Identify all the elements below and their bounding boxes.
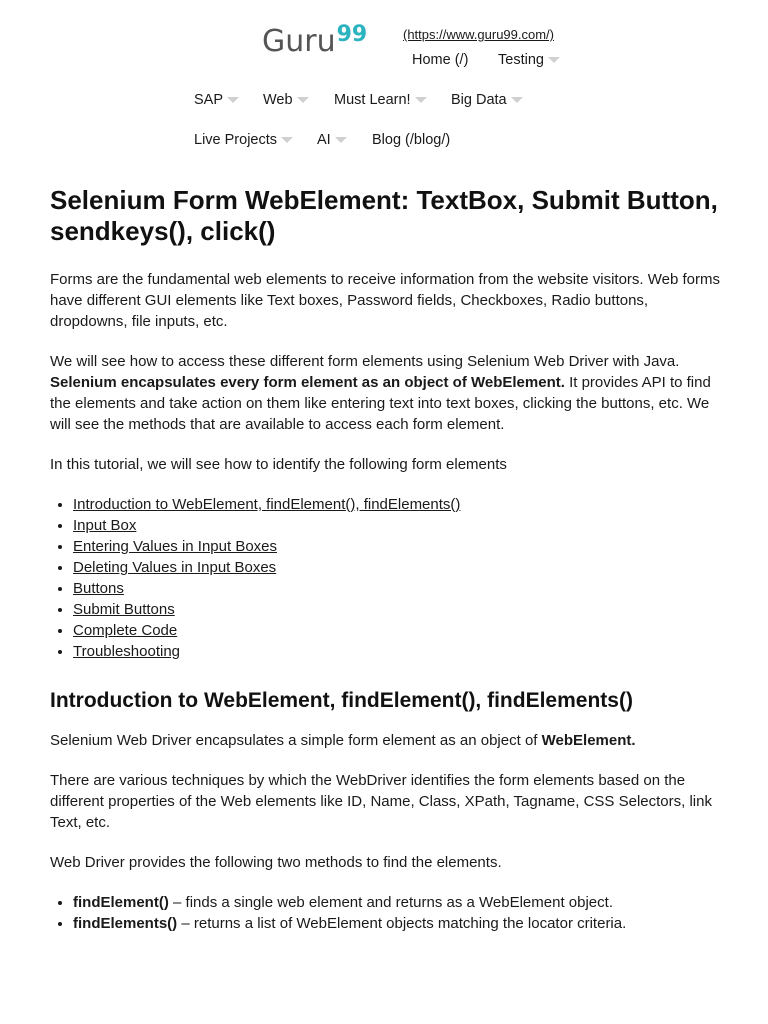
nav-item-web[interactable] <box>263 92 309 108</box>
toc-link[interactable]: Buttons <box>73 580 124 597</box>
methods-list <box>50 892 720 934</box>
nav-label: Testing <box>498 52 544 68</box>
page-title: Selenium Form WebElement: TextBox, Submit Button, sendkeys(), click() <box>50 185 718 246</box>
chevron-down-icon <box>511 97 523 103</box>
toc-link[interactable]: Troubleshooting <box>73 643 181 660</box>
nav-label: Big Data <box>451 92 507 108</box>
toc-item <box>73 494 720 515</box>
toc-link[interactable]: Submit Buttons <box>73 601 175 618</box>
nav-label: Live Projects <box>194 132 278 148</box>
toc-link[interactable]: Input Box <box>73 517 137 534</box>
nav-label: SAP <box>194 92 224 108</box>
table-of-contents <box>50 494 720 662</box>
intro-paragraph-1: Forms are the fundamental web elements to receive information from the website visitors. Web forms have different GUI elements like Text boxes, Password fields, Checkboxes, Radio buttons, dropdowns, file inputs, etc. <box>50 271 720 330</box>
method-name: findElement() <box>73 894 169 911</box>
intro-paragraph-3: In this tutorial, we will see how to identify the following form elements <box>50 456 507 473</box>
text-span: Selenium Web Driver encapsulates a simple form element as an object of <box>50 732 542 749</box>
toc-item <box>73 641 720 662</box>
guru99-logo[interactable] <box>262 24 367 59</box>
toc-item <box>73 578 720 599</box>
method-name: findElements() <box>73 915 178 932</box>
nav-label: AI <box>317 132 331 148</box>
section-paragraph-3: Web Driver provides the following two methods to find the elements. <box>50 854 502 871</box>
chevron-down-icon <box>281 137 293 143</box>
toc-link[interactable]: Complete Code <box>73 622 178 639</box>
toc-item <box>73 620 720 641</box>
section-heading: Introduction to WebElement, findElement(), findElements() <box>50 689 633 712</box>
nav-item-home[interactable] <box>412 52 468 68</box>
chevron-down-icon <box>548 57 560 63</box>
toc-link[interactable]: Introduction to WebElement, findElement(), findElements() <box>73 496 461 513</box>
chevron-down-icon <box>335 137 347 143</box>
nav-item-ai[interactable] <box>317 132 347 148</box>
nav-item-blog[interactable] <box>372 132 450 148</box>
toc-link[interactable]: Deleting Values in Input Boxes <box>73 559 277 576</box>
logo-text: Guru <box>262 24 336 59</box>
nav-label: Blog (/blog/) <box>372 132 451 148</box>
nav-label: Web <box>263 92 293 108</box>
toc-item <box>73 599 720 620</box>
bold-text: Selenium encapsulates every form element as an object of WebElement. <box>50 374 565 391</box>
article-content <box>50 185 720 934</box>
toc-item <box>73 536 720 557</box>
site-header <box>0 0 768 170</box>
intro-paragraph-2 <box>50 351 720 435</box>
toc-item <box>73 557 720 578</box>
site-home-link[interactable]: (https://www.guru99.com/) <box>403 27 554 42</box>
nav-item-live-projects[interactable] <box>194 132 293 148</box>
list-item <box>73 892 720 913</box>
nav-item-must-learn[interactable] <box>334 92 427 108</box>
logo-number: 99 <box>336 22 368 47</box>
chevron-down-icon <box>415 97 427 103</box>
section-paragraph-2: There are various techniques by which the WebDriver identifies the form elements based on the different properties of the Web elements like ID, Name, Class, XPath, Tagname, CSS Selectors, link Text, etc. <box>50 772 712 831</box>
text-span: It provides API to find the elements and take action on them like entering text into text boxes, clicking the buttons, etc. We will see the methods that are available to access each form element. <box>50 374 711 433</box>
nav-item-testing[interactable] <box>498 52 560 68</box>
method-description: – finds a single web element and returns as a WebElement object. <box>168 894 613 911</box>
method-description: – returns a list of WebElement objects matching the locator criteria. <box>177 915 627 932</box>
nav-label: Must Learn! <box>334 92 411 108</box>
section-paragraph-1 <box>50 730 720 751</box>
toc-link[interactable]: Entering Values in Input Boxes <box>73 538 278 555</box>
bold-text: WebElement. <box>541 732 636 749</box>
nav-label: Home (/) <box>412 52 469 68</box>
chevron-down-icon <box>297 97 309 103</box>
nav-item-sap[interactable] <box>194 92 239 108</box>
nav-item-big-data[interactable] <box>451 92 523 108</box>
toc-item <box>73 515 720 536</box>
chevron-down-icon <box>227 97 239 103</box>
text-span: We will see how to access these different form elements using Selenium Web Driver with Java. <box>50 353 680 370</box>
list-item <box>73 913 720 934</box>
